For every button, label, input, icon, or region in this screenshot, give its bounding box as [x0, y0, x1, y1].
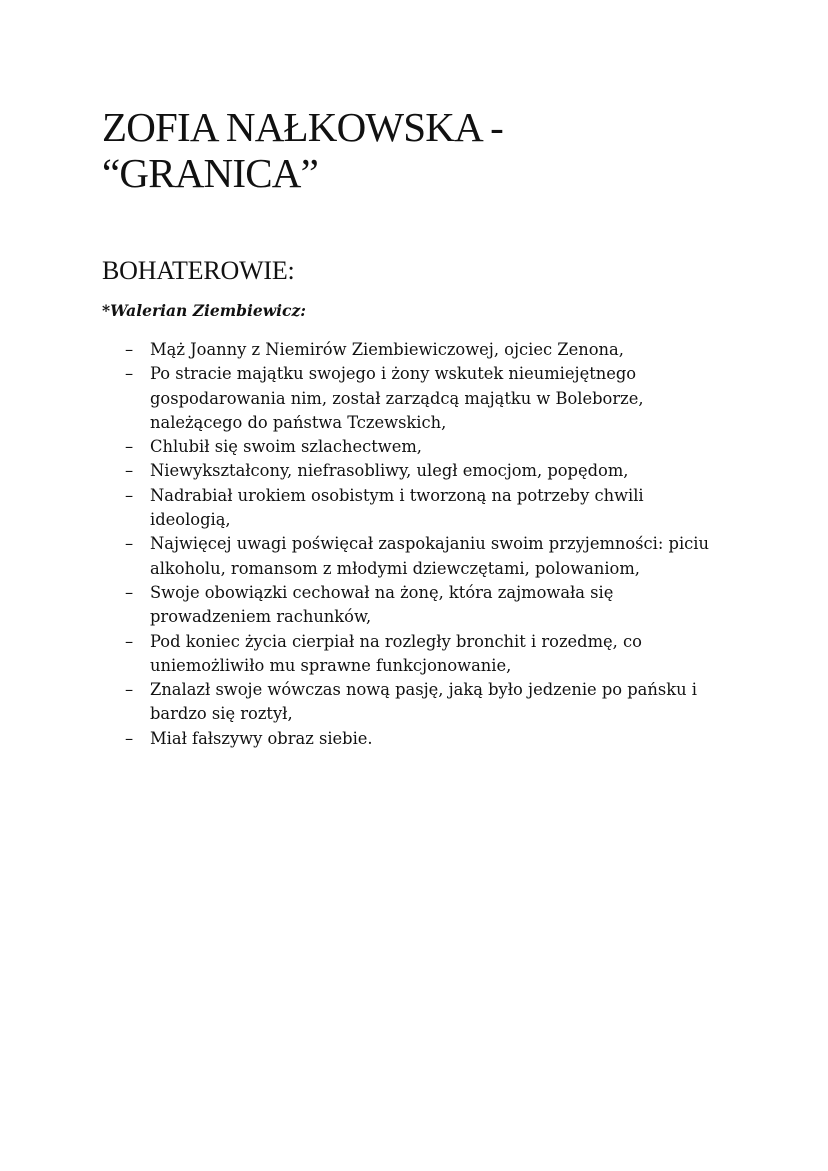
list-item-text: Swoje obowiązki cechował na żonę, która zajmowała się prowadzeniem rachunków,	[150, 582, 614, 627]
list-item	[125, 630, 725, 679]
section-heading: BOHATEROWIE:	[102, 256, 295, 285]
title-line-1: ZOFIA NAŁKOWSKA -	[102, 104, 503, 150]
character-name: *Walerian Ziembiewicz:	[102, 301, 306, 320]
title-line-2: “GRANICA”	[102, 150, 318, 196]
list-item	[125, 435, 725, 459]
list-item-text: Mąż Joanny z Niemirów Ziembiewiczowej, ojciec Zenona,	[150, 340, 624, 359]
bullet-dash: –	[125, 364, 134, 384]
list-item	[125, 362, 725, 435]
list-item-text: Najwięcej uwagi poświęcał zaspokajaniu swoim przyjemności: piciu alkoholu, romansom z młodymi dziewczętami, polowaniom,	[150, 534, 709, 578]
list-item	[125, 532, 725, 581]
list-item	[125, 727, 725, 751]
list-item	[125, 678, 725, 727]
bullet-dash: –	[125, 437, 134, 457]
list-item-text: Znalazł swoje wówczas nową pasję, jaką było jedzenie po pańsku i bardzo się roztył,	[150, 680, 697, 724]
traits-list	[125, 338, 725, 751]
bullet-dash: –	[125, 340, 134, 359]
list-item	[125, 581, 725, 630]
list-item-text: Niewykształcony, niefrasobliwy, uległ emocjom, popędom,	[150, 461, 629, 481]
document-title	[102, 104, 503, 196]
list-item-text: Miał fałszywy obraz siebie.	[150, 728, 373, 748]
bullet-dash: –	[125, 461, 134, 481]
list-item-text: Nadrabiał urokiem osobistym i tworzoną na potrzeby chwili ideologią,	[150, 485, 644, 530]
bullet-dash: –	[125, 534, 134, 554]
bullet-dash: –	[125, 631, 134, 651]
list-item-text: Pod koniec życia cierpiał na rozległy bronchit i rozedmę, co uniemożliwiło mu sprawne funkcjonowanie,	[150, 631, 642, 675]
list-item	[125, 484, 725, 533]
bullet-dash: –	[125, 680, 134, 700]
list-item	[125, 459, 725, 483]
list-item-text: Chlubił się swoim szlachectwem,	[150, 437, 422, 457]
bullet-dash: –	[125, 728, 134, 748]
bullet-dash: –	[125, 582, 134, 602]
bullet-dash: –	[125, 485, 134, 505]
list-item	[125, 338, 725, 362]
list-item-text: Po stracie majątku swojego i żony wskutek nieumiejętnego gospodarowania nim, został zarządcą majątku w Boleborze, należącego do państwa Tczewskich,	[150, 364, 644, 432]
